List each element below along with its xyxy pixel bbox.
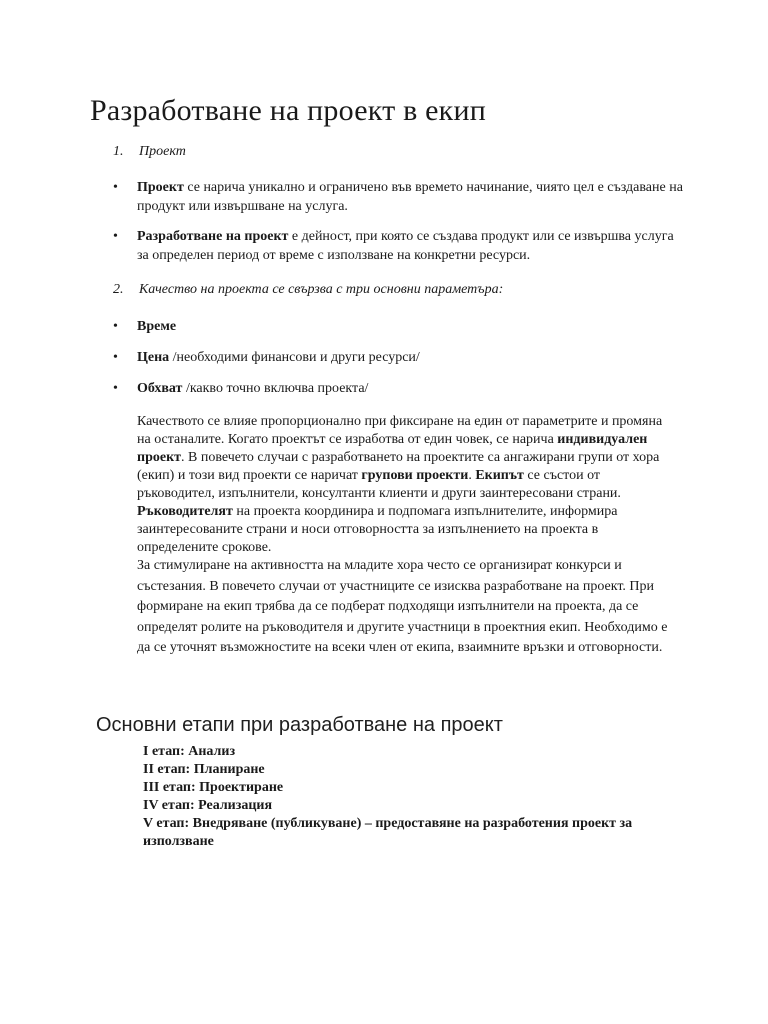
paragraph-text: . В повечето случаи с разработването на проектите са ангажирани групи от хора (екип) и този вид проекти се наричат xyxy=(137,450,660,483)
definition: е дейност, при която се създава продукт или се извършва услуга за определен период от време с използване на конкретни ресурси. xyxy=(137,229,674,263)
list-item: I етап: Анализ xyxy=(143,744,236,759)
term: Обхват xyxy=(137,381,183,396)
list-item xyxy=(113,317,683,337)
bullet-icon: • xyxy=(113,350,118,365)
body-paragraph-2: За стимулиране на активността на младите хора често се организират конкурси и състезания. В повечето случаи от участниците се изисква разработване на проект. При формиране на екип трябва да се подберат подходящи изпълнители на проекта, да се определят ролите на ръководителя и другите участници в проектния екип. Необходимо е да се уточнят възможностите на всеки член от екипа, взаимните връзки и отговорности. xyxy=(137,558,668,655)
list-number: 1. xyxy=(113,144,124,159)
list-item-text xyxy=(137,348,683,367)
list-item xyxy=(113,379,683,399)
list-number: 2. xyxy=(113,282,124,297)
list-item-text xyxy=(137,317,683,336)
numbered-heading-2 xyxy=(113,281,503,299)
numbered-heading-1 xyxy=(113,143,186,161)
list-item xyxy=(113,227,683,267)
list-item-text xyxy=(137,178,683,216)
definition: се нарича уникално и ограничено във времето начинание, чиято цел е създаване на продукт или извършване на услуга. xyxy=(137,180,683,214)
numbered-heading-label: Качество на проекта се свързва с три основни параметъра: xyxy=(139,282,504,297)
numbered-heading-label: Проект xyxy=(139,144,186,159)
paragraph-term: индивидуален проект xyxy=(137,432,648,465)
paragraph-text: се състои от ръководител, изпълнители, консултанти клиенти и други заинтересовани страни. xyxy=(137,468,621,501)
body-paragraph xyxy=(137,413,677,557)
bullet-icon: • xyxy=(113,381,118,396)
paragraph-text: на проекта координира и подпомага изпълнителите, информира заинтересованите страни и носи отговорността за изпълнението на проекта в определените срокове. xyxy=(137,504,618,555)
stages-list xyxy=(143,743,703,851)
list-item xyxy=(113,348,683,368)
list-item-text xyxy=(137,227,683,265)
page-title: Разработване на проект в екип xyxy=(90,94,486,127)
list-item: II етап: Планиране xyxy=(143,762,265,777)
bullet-icon: • xyxy=(113,180,118,195)
term: Разработване на проект xyxy=(137,229,289,244)
definition: /необходими финансови и други ресурси/ xyxy=(169,350,420,365)
paragraph-term: Екипът xyxy=(475,468,524,483)
bullet-icon: • xyxy=(113,229,118,244)
list-item: V етап: Внедряване (публикуване) – предоставяне на разработения проект за използване xyxy=(143,816,633,849)
list-item: IV етап: Реализация xyxy=(143,798,273,813)
section-heading: Основни етапи при разработване на проект xyxy=(96,714,503,736)
paragraph-text: Качеството се влияе пропорционално при фиксиране на един от параметрите и промяна на останалите. Когато проектът се изработва от един човек, се нарича xyxy=(137,414,663,447)
term: Цена xyxy=(137,350,170,365)
term: Време xyxy=(137,319,177,334)
term: Проект xyxy=(137,180,184,195)
list-item xyxy=(113,178,683,218)
paragraph-text: . xyxy=(468,468,476,483)
list-item-text xyxy=(137,379,683,398)
definition: /какво точно включва проекта/ xyxy=(182,381,369,396)
list-item: III етап: Проектиране xyxy=(143,780,284,795)
paragraph-term: Ръководителят xyxy=(137,504,233,519)
paragraph-term: групови проекти xyxy=(361,468,469,483)
bullet-icon: • xyxy=(113,319,118,334)
